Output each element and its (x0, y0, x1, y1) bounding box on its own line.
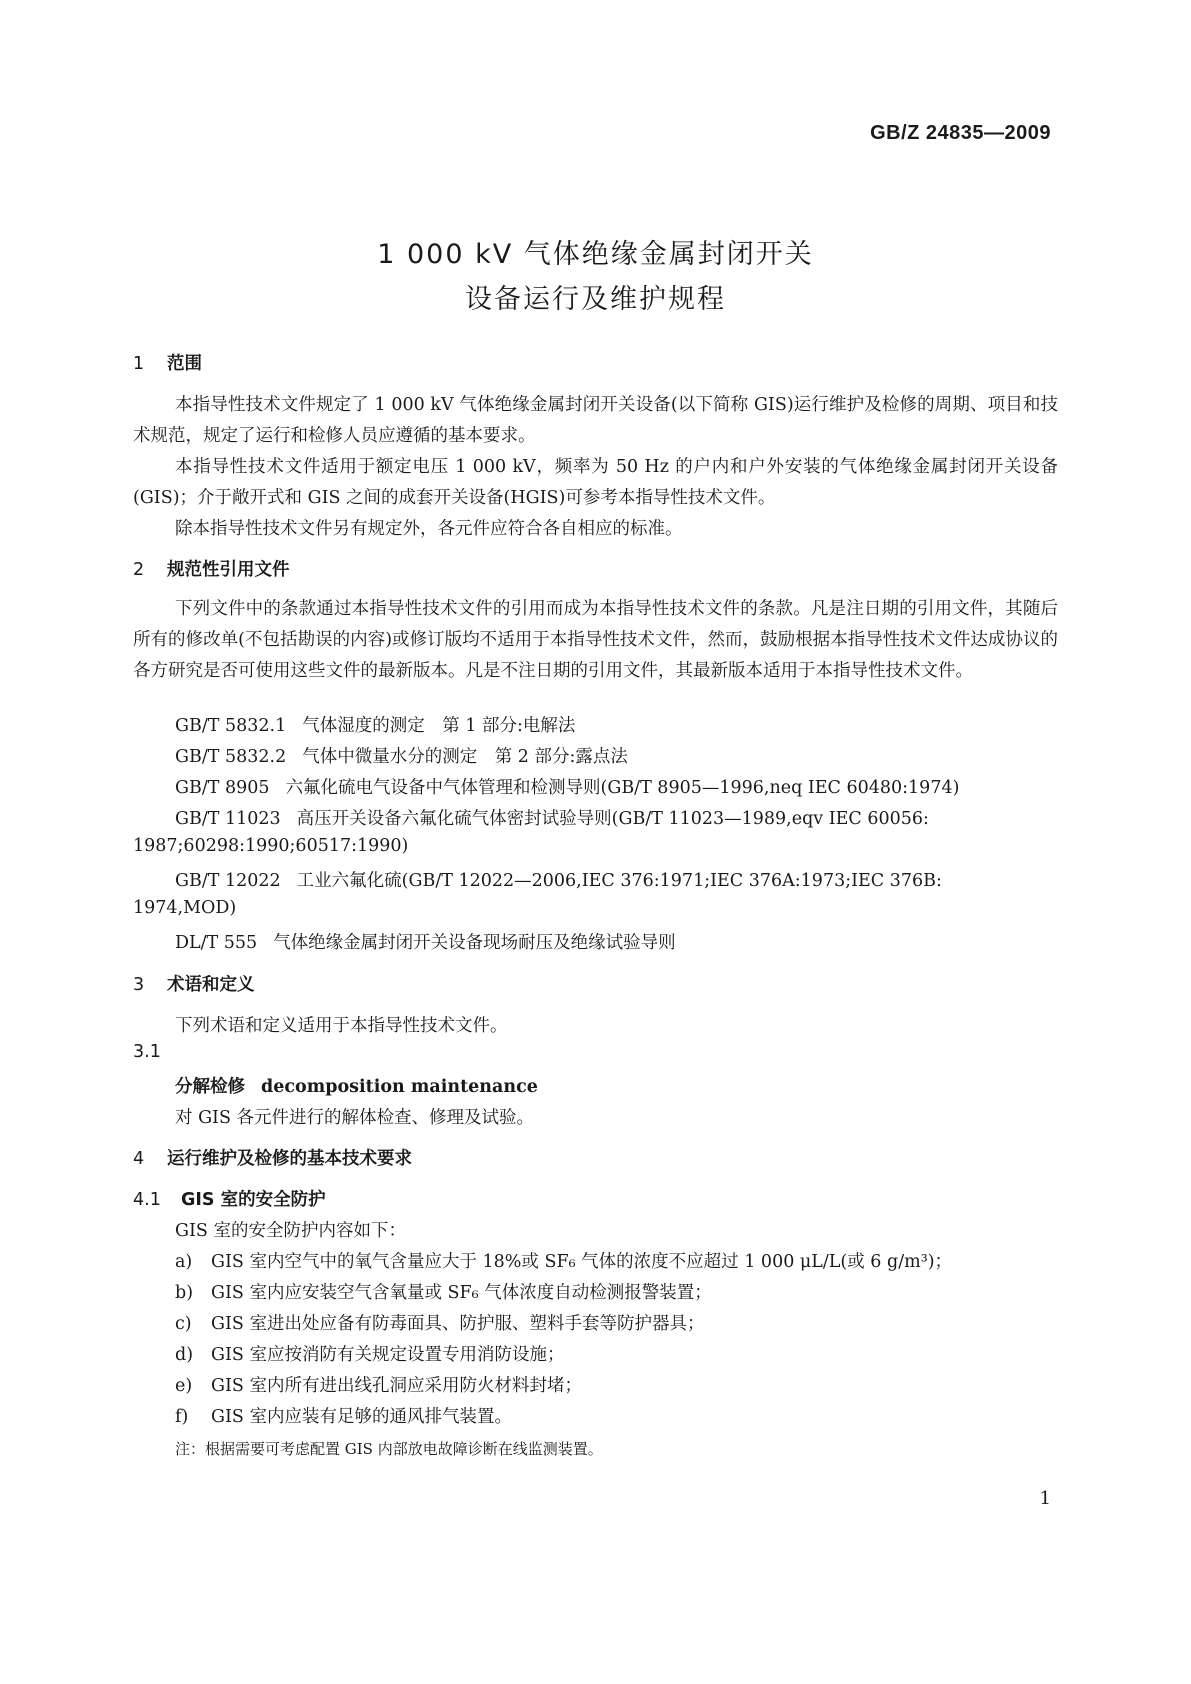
reference-text: 工业六氟化硫(GB/T 12022—2006,IEC 376:1971;IEC 376A:1973;IEC 376B: (296, 871, 942, 891)
section-3-paragraph-1: 下列术语和定义适用于本指导性技术文件。 (175, 1016, 508, 1036)
subsection-number: 3.1 (133, 1042, 161, 1062)
list-item (175, 1372, 582, 1397)
section-1-paragraph-3: 除本指导性技术文件另有规定外，各元件应符合各自相应的标准。 (175, 519, 683, 539)
list-text: GIS 室内应装有足够的通风排气装置。 (211, 1407, 512, 1427)
section-1-paragraph-2: 本指导性技术文件适用于额定电压 1 000 kV，频率为 50 Hz 的户内和户外安装的气体绝缘金属封闭开关设备(GIS)；介于敞开式和 GIS 之间的成套开关设备(HGIS)可参考本指导性技术文件。 (133, 457, 1058, 508)
list-item (175, 1279, 712, 1304)
reference-code: DL/T 555 (175, 933, 258, 953)
reference-text: 六氟化硫电气设备中气体管理和检测导则(GB/T 8905—1996,neq IEC 60480:1974) (285, 778, 960, 798)
section-number: 1 (133, 354, 145, 374)
subsection-4-1-heading (133, 1186, 326, 1211)
list-text: GIS 室内应安装空气含氧量或 SF₆ 气体浓度自动检测报警装置； (211, 1283, 712, 1303)
term-entry (175, 1073, 538, 1098)
section-title: 范围 (167, 354, 202, 374)
section-number: 3 (133, 975, 145, 995)
section-title: 规范性引用文件 (167, 560, 290, 580)
term-english: decomposition maintenance (261, 1077, 538, 1097)
term-chinese: 分解检修 (175, 1077, 245, 1097)
reference-item (175, 805, 929, 830)
reference-item (175, 743, 628, 768)
list-marker: c) (175, 1314, 192, 1334)
section-title: 术语和定义 (167, 975, 255, 995)
reference-item (175, 867, 942, 892)
section-2-paragraph-1: 下列文件中的条款通过本指导性技术文件的引用而成为本指导性技术文件的条款。凡是注日期的引用文件，其随后所有的修改单(不包括勘误的内容)或修订版均不适用于本指导性技术文件，然而，鼓励根据本指导性技术文件达成协议的各方研究是否可使用这些文件的最新版本。凡是不注日期的引用文件，其最新版本适用于本指导性技术文件。 (133, 599, 1058, 681)
reference-item (175, 712, 575, 737)
section-title: 运行维护及检修的基本技术要求 (167, 1149, 412, 1169)
note: 注：根据需要可考虑配置 GIS 内部放电故障诊断在线监测装置。 (175, 1440, 603, 1458)
subsection-title: GIS 室的安全防护 (181, 1190, 326, 1210)
section-number: 2 (133, 560, 145, 580)
document-title-line1: 1 000 kV 气体绝缘金属封闭开关 (377, 239, 814, 270)
list-text: GIS 室进出处应备有防毒面具、防护服、塑料手套等防护器具； (211, 1314, 705, 1334)
subsection-3-1-number (133, 1042, 161, 1062)
reference-code: GB/T 5832.1 (175, 716, 287, 736)
list-marker: f) (175, 1407, 189, 1427)
list-marker: a) (175, 1252, 193, 1272)
list-item (175, 1341, 564, 1366)
term-definition: 对 GIS 各元件进行的解体检查、修理及试验。 (175, 1108, 535, 1128)
document-title-line2: 设备运行及维护规程 (465, 284, 726, 315)
section-2-heading (133, 556, 290, 581)
list-marker: e) (175, 1376, 193, 1396)
section-number: 4 (133, 1149, 145, 1169)
list-item (175, 1403, 512, 1428)
reference-continuation: 1974,MOD) (133, 898, 237, 918)
list-text: GIS 室应按消防有关规定设置专用消防设施； (211, 1345, 565, 1365)
reference-item (175, 774, 959, 799)
reference-item (175, 929, 676, 954)
reference-text: 气体湿度的测定 第 1 部分:电解法 (302, 716, 576, 736)
list-item (175, 1310, 704, 1335)
reference-text: 气体中微量水分的测定 第 2 部分:露点法 (302, 747, 628, 767)
reference-code: GB/T 5832.2 (175, 747, 287, 767)
reference-text: 高压开关设备六氟化硫气体密封试验导则(GB/T 11023—1989,eqv IEC 60056: (296, 809, 929, 829)
list-text: GIS 室内空气中的氧气含量应大于 18%或 SF₆ 气体的浓度不应超过 1 000 μL/L(或 6 g/m³)； (211, 1252, 953, 1272)
reference-code: GB/T 12022 (175, 871, 281, 891)
subsection-number: 4.1 (133, 1190, 161, 1210)
reference-code: GB/T 8905 (175, 778, 270, 798)
section-1-paragraph-1: 本指导性技术文件规定了 1 000 kV 气体绝缘金属封闭开关设备(以下简称 GIS)运行维护及检修的周期、项目和技术规范，规定了运行和检修人员应遵循的基本要求。 (133, 395, 1058, 446)
standard-code: GB/Z 24835—2009 (870, 122, 1051, 144)
subsection-4-1-intro: GIS 室的安全防护内容如下： (175, 1221, 406, 1241)
section-4-heading (133, 1145, 412, 1170)
list-text: GIS 室内所有进出线孔洞应采用防火材料封堵； (211, 1376, 582, 1396)
reference-continuation: 1987;60298:1990;60517:1990) (133, 836, 409, 856)
list-item (175, 1248, 952, 1273)
reference-text: 气体绝缘金属封闭开关设备现场耐压及绝缘试验导则 (273, 933, 676, 953)
list-marker: d) (175, 1345, 194, 1365)
reference-code: GB/T 11023 (175, 809, 281, 829)
section-3-heading (133, 971, 255, 996)
list-marker: b) (175, 1283, 194, 1303)
page-number: 1 (1039, 1488, 1051, 1509)
section-1-heading (133, 350, 202, 375)
